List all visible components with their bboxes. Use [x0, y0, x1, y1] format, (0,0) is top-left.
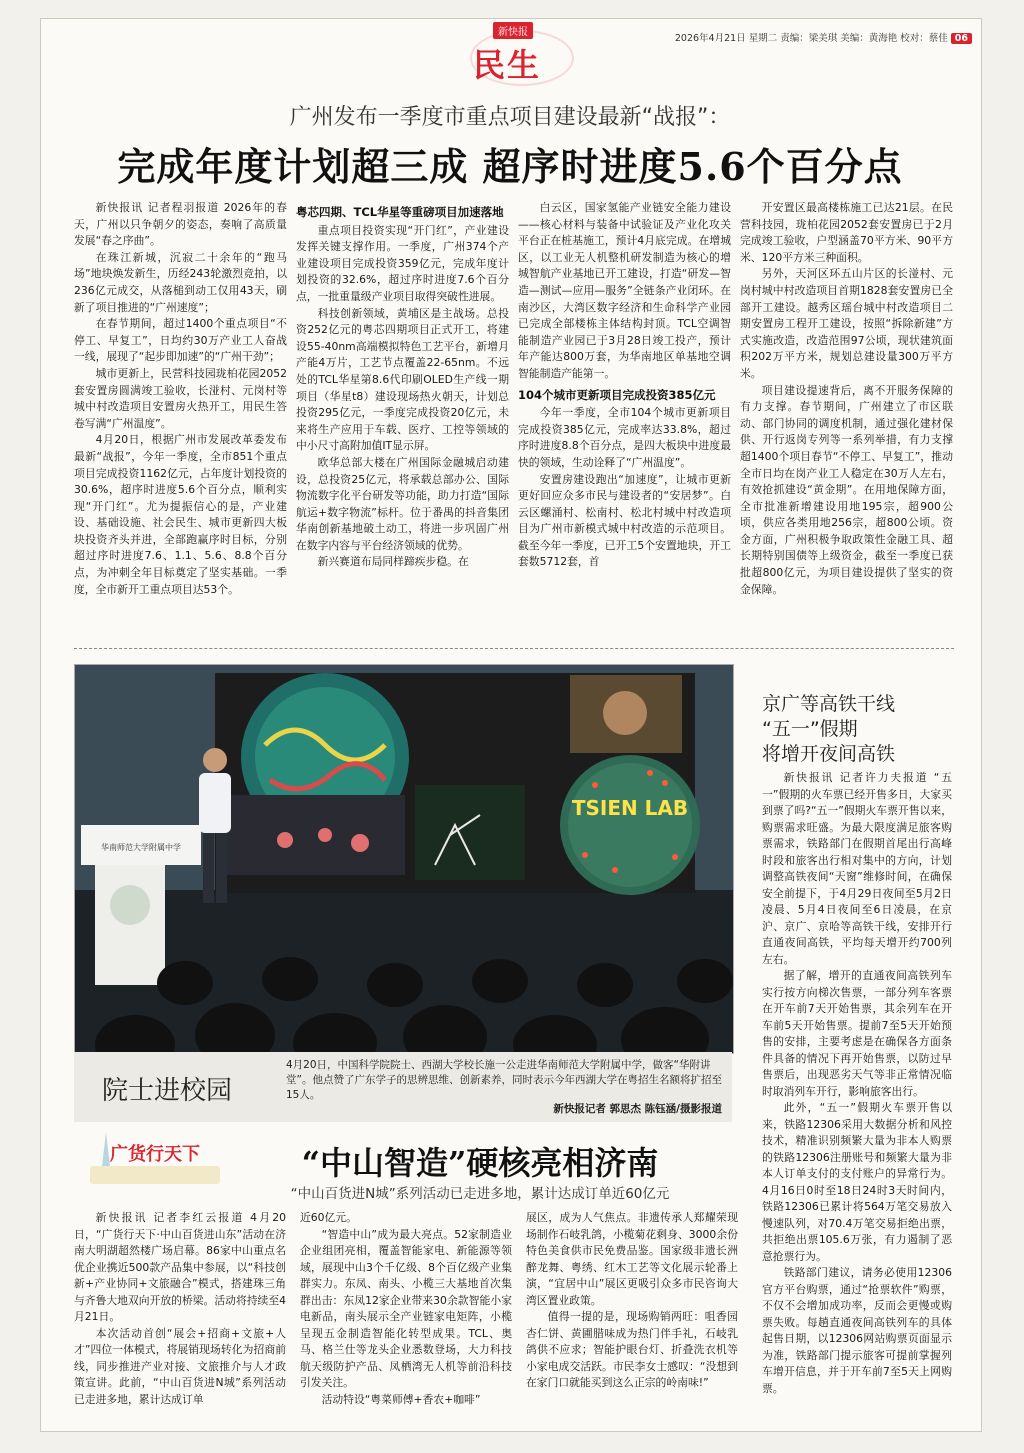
news-photo[interactable]: [74, 664, 734, 1054]
lead-headline: 完成年度计划超三成 超序时进度5.6个百分点: [117, 144, 903, 189]
lead-column-1: [74, 200, 287, 640]
section-divider: [74, 648, 954, 649]
photo-credit: 新快报记者 郭思杰 陈钰涵/摄影报道: [553, 1103, 722, 1115]
rail-article: [762, 770, 952, 1402]
rail-paragraph: 据了解，增开的直通夜间高铁列车实行按方向梯次售票，一部分列车客票在开车前7天开始售票，其余列车在开车前5天开始售票。提前7至5天开始预售的安排，主要考虑是在确保各方面条件具备的情况下再开始售票，以防过早售票后，出现恶劣天气等非正常情况临时取消列车开行，影响旅客出行。: [762, 969, 952, 1098]
lead-subhead: 104个城市更新项目完成投资385亿元: [518, 387, 716, 402]
section-title: 民生: [473, 46, 542, 84]
zhongshan-paragraph: 值得一提的是，现场购销两旺：咀香园杏仁饼、黄圃腊味成为热门伴手礼，石岐乳鸽供不应求；智能护眼台灯、折叠洗衣机等小家电成交活跃。市民李女士感叹：“没想到在家门口就能买到这么正宗的岭南味!”: [526, 1310, 738, 1389]
lead-paragraph: 在珠江新城，沉寂二十余年的“跑马场”地块焕发新生，历经243轮激烈竞拍，以236亿元成交，从落槌到动工仅用43天，刷新了项目推进的“广州速度”；: [74, 250, 287, 314]
zhongshan-paragraph: 新快报讯 记者李红云报道 4月20日，“广货行天下·中山百货进山东”活动在济南大明湖超然楼广场启幕。86家中山重点名优企业携近500款产品集中参展，以“科技创新+产业协同+文旅融合”模式，搭建珠三角与齐鲁大地双向开放的桥梁。活动将持续至4月21日。: [74, 1211, 286, 1323]
lead-paragraph: 4月20日，根据广州市发展改革委发布最新“战报”，今年一季度，全市851个重点项目完成投资1162亿元，占年度计划投资的30.6%，超序时进度5.6个百分点，顺利实现“开门红”。尤为提振信心的是，产业建设、基础设施、社会民生、城市更新四大板块投资齐头并进，全部跑赢序时目标，分别超过序时进度7.6、1.1、5.6、8.8个百分点，为冲刺全年目标奠定了坚实基础。一季度，全市新开工重点项目达53个。: [74, 433, 287, 596]
photo-caption-text: 4月20日，中国科学院院士、西湖大学校长施一公走进华南师范大学附属中学，做客“华附讲堂”。他点赞了广东学子的思辨思维、创新素养，同时表示今年西湖大学在粤招生名额将扩招至15人。: [286, 1059, 722, 1101]
zhongshan-column-1: [74, 1210, 286, 1410]
rail-headline: [762, 692, 952, 767]
canton-tower-icon: [80, 1126, 230, 1186]
lead-paragraph: 项目建设提速背后，离不开服务保障的有力支撑。春节期间，广州建立了市区联动、部门协同的调度机制，通过强化建材保供、开行返岗专列等一系列举措，有力支撑超1400个项目春节“不停工、早复工”，推动全市日均在岗产业工人稳定在30万人左右，有效抢抓建设“黄金期”。在用地保障方面，全市批准新增建设用地195宗，超900公顷，供应各类用地256宗，超800公顷。资金方面，广州积极争取政策性金融工具、超长期特别国债等上级资金，截至一季度已获批超800亿元，为项目建设提供了坚实的资金保障。: [740, 383, 953, 596]
rail-paragraph: 新快报讯 记者许力夫报道 “五一”假期的火车票已经开售多日，大家买到票了吗?“五一”假期火车票开售以来，购票需求旺盛。为最大限度满足旅客购票需求，铁路部门在假期首尾出行高峰时段和旅客出行相对集中的方向，计划调整高铁夜间“天窗”维修时间，在确保安全前提下，于4月29日夜间至5月2日凌晨、5月4日夜间至6日凌晨，在京沪、京广、京哈等高铁干线，安排开行直通夜间高铁，平均每天增开约700列左右。: [762, 771, 952, 966]
photo-illustration: [75, 665, 733, 1053]
zhongshan-paragraph: 活动特设“粤菜师傅+香农+咖啡”: [321, 1392, 481, 1406]
dateline-text: 2026年4月21日 星期二 责编：梁美琪 美编：黄海艳 校对：蔡佳: [674, 33, 948, 44]
lead-column-4: [740, 200, 953, 640]
zhongshan-column-2: [300, 1210, 512, 1410]
lead-paragraph: 新兴赛道布局同样蹄疾步稳。在: [317, 555, 469, 569]
rail-paragraph: 铁路部门建议，请务必使用12306官方平台购票，通过“抢票软件”购票，不仅不会增加成功率，反而会更慢或购票失败。每趟直通夜间高铁列车的具体起售日期，以12306网站购票页面显示为准，铁路部门提示旅客可提前掌握列车增开信息，并于开车前7至5天上网购票。: [762, 1266, 952, 1395]
rail-headline-line: 京广等高铁干线: [762, 693, 896, 715]
brand-badge: 新快报: [493, 22, 533, 39]
lead-column-2: [296, 200, 509, 640]
lead-column-3: [518, 200, 731, 640]
lead-paragraph: 安置房建设跑出“加速度”，让城市更新更好回应众多市民与建设者的“安居梦”。白云区螺涌村、松南村、松北村城中村改造项目为广州市新模式城中村改造的示范项目。截至今年一季度，已开工5个安置地块，开工套数5712套，首: [518, 472, 731, 569]
lead-paragraph: 今年一季度，全市104个城市更新项目完成投资385亿元，完成率达33.8%，超过序时进度8.8个百分点，是四大板块中进度最快的领域，生动诠释了“广州温度”。: [518, 406, 731, 469]
lead-paragraph: 在春节期间，超过1400个重点项目“不停工、早复工”，日均约30万产业工人奋战一线，展现了“起步即加速”的“广州干劲”；: [74, 317, 287, 364]
zhongshan-article: [74, 1210, 736, 1410]
lead-paragraph: 城市更新上，民营科技园珑柏花园2052套安置房圆满竣工验收，长湴村、元岗村等城中村改造项目安置房火热开工，用民生答卷写满“广州温度”。: [74, 366, 287, 430]
slide-text: TSIEN LAB: [571, 796, 689, 820]
lead-article: [74, 200, 954, 640]
zhongshan-paragraph: 近60亿元。: [300, 1211, 357, 1224]
lead-paragraph: 新快报讯 记者程羽报道 2026年的春天，广州以只争朝夕的姿态，奏响了高质量发展“春之序曲”。: [74, 201, 287, 248]
rail-paragraph: 此外，“五一”假期火车票开售以来，铁路12306采用大数据分析和风控技术，精准识别频繁大量为非本人购票的铁路12306注册账号和频繁大量为非本人订单支付的支付账户的异常行为。4月16日0时至18日24时3天时间内，铁路12306已累计将564万笔交易放入慢速队列，对70.4万笔交易拒绝出票，共拒绝出票105.6万张，有力遏制了恶意抢票行为。: [762, 1101, 952, 1263]
campaign-logo-text: 广货行天下: [110, 1144, 200, 1165]
lead-kicker: 广州发布一季度市重点项目建设最新“战报”：: [289, 105, 731, 130]
masthead: [40, 18, 980, 88]
zhongshan-subhead: “中山百货进N城”系列活动已走进多地，累计达成订单近60亿元: [290, 1186, 670, 1202]
page-number: 06: [951, 33, 972, 44]
zhongshan-paragraph: 展区，成为人气焦点。非遗传承人郑耀荣现场制作石岐乳鸽，小榄菊花剩身、3000余份特色美食供市民免费品鉴。国家级非遗长洲醉龙舞、粤绣、红木工艺等文化展示轮番上演，“宜居中山”展区更吸引众多市民咨询大湾区置业政策。: [526, 1211, 738, 1307]
zhongshan-paragraph: “智造中山”成为最大亮点。52家制造业企业组团亮相，覆盖智能家电、新能源等领域，展现中山3个千亿级、8个百亿级产业集群实力。东凤、南头、小榄三大基地首次集群出击：东凤12家企业带来30余款智能小家电新品，南头展示全产业链家电矩阵，小榄呈现五金制造智能化转型成果。TCL、奥马、格兰仕等龙头企业悉数登场，大力科技航天级防护产品、凤栖湾无人机等前沿科技引发关注。: [300, 1227, 512, 1389]
campaign-logo: [80, 1126, 230, 1186]
zhongshan-paragraph: 本次活动首创“展会+招商+文旅+人才”四位一体模式，将展销现场转化为招商前线，同步推进产业对接、文旅推介与人才政策宣讲。此前，“中山百货进N城”系列活动已走进多地，累计达成订单: [74, 1326, 286, 1406]
lead-paragraph: 白云区，国家氢能产业链安全能力建设——核心材料与装备中试验证及产业化攻关平台正在桩基施工，预计4月底完成。在增城区，以工业无人机整机研发制造为核心的增城智航产业基地已开工建设，打造“研发—智造—测试—应用—服务”全链条产业闭环。在南沙区，大湾区数字经济和生命科学产业园已完成全部楼栋主体结构封顶。TCL空调智能制造产业园已于3月28日竣工投产，预计年产能达800万套，为华南地区单基地空调智能制造产能第一。: [518, 201, 731, 380]
rail-headline-line: “五一”假期: [762, 718, 858, 740]
lead-paragraph: 重点项目投资实现“开门红”，产业建设发挥关键支撑作用。一季度，广州374个产业建设项目完成投资359亿元，完成年度计划投资的32.6%，超过序时进度7.6个百分点，一批重量级产业项目取得突破性进展。: [296, 223, 509, 303]
lead-paragraph: 科技创新领域，黄埔区是主战场。总投资252亿元的粤芯四期项目正式开工，将建设55-40nm高端模拟特色工艺平台，新增月产能4万片，工艺节点覆盖22-65nm。不远处的TCL华星第8.6代印刷OLED生产线一期项目（华星t8）建设现场热火朝天，计划总投资295亿元，一季度完成投资20亿元，未来将生产应用于车载、医疗、工控等领域的中小尺寸高附加值IT显示屏。: [296, 306, 509, 453]
photo-title: 院士进校园: [102, 1076, 233, 1106]
lead-paragraph: 开安置区最高楼栋施工已达21层。在民营科技园，珑柏花园2052套安置房已于2月完成竣工验收，户型涵盖70平方米、90平方米、120平方米三种面积。: [740, 201, 953, 264]
zhongshan-column-3: [526, 1210, 738, 1410]
zhongshan-headline: “中山智造”硬核亮相济南: [301, 1144, 659, 1182]
dateline: [675, 30, 972, 44]
rail-headline-line: 将增开夜间高铁: [762, 743, 896, 765]
photo-caption: [74, 1052, 732, 1122]
lead-paragraph: 另外，天河区环五山片区的长湴村、元岗村城中村改造项目首期1828套安置房已全部开工建设。越秀区瑶台城中村改造项目二期安置房工程开工建设，按照“拆除新建”方式实施改造，改造范围97公顷，现状建筑面积202万平方米，规划总建设量300万平方米。: [740, 267, 953, 380]
podium-text: 华南师范大学附属中学: [101, 843, 181, 852]
lead-paragraph: 欧华总部大楼在广州国际金融城启动建设，总投资25亿元，将承载总部办公、国际物流数字化平台研发等功能，助力打造“国际航运+数字物流”标杆。位于番禺的抖音集团华南创新基地破土动工，将进一步巩固广州在数字内容与平台经济领域的优势。: [296, 455, 509, 552]
lead-subhead: 粤芯四期、TCL华星等重磅项目加速落地: [296, 205, 504, 219]
